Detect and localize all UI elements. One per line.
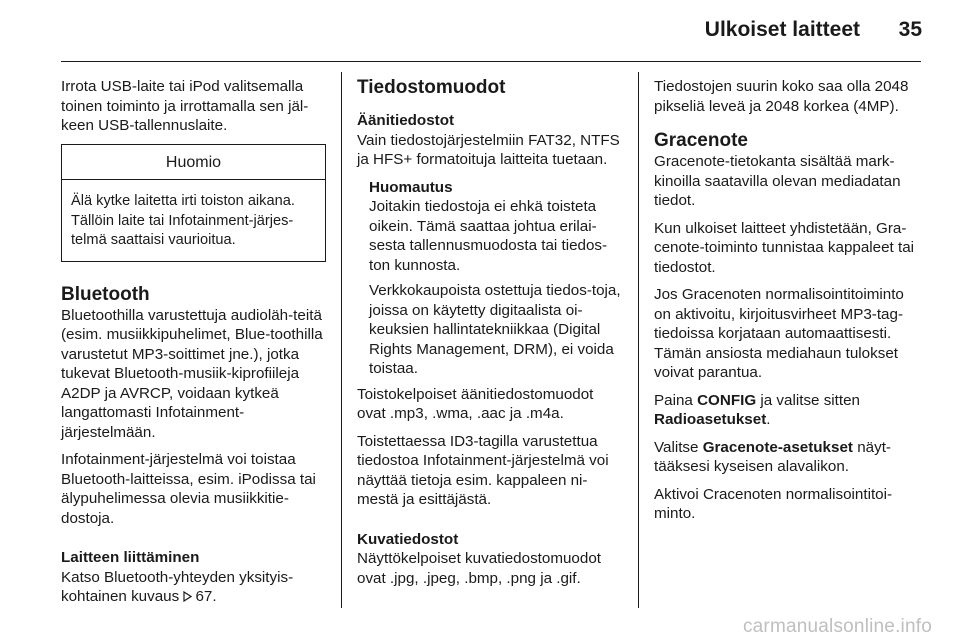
header-divider: [61, 61, 921, 62]
page-title: Ulkoiset laitteet: [704, 18, 860, 41]
notice-block: [369, 178, 625, 379]
gracenote-paragraph-1: Gracenote-tietokanta sisältää mark-kinoilla saatavilla olevan mediadatan tiedot.: [654, 153, 901, 209]
bluetooth-paragraph-1: Bluetoothilla varustettuja audioläh-teitä (esim. musiikkipuhelimet, Blue-toothilla varustetut MP3-soittimet jne.), jotka tukevat Bluetooth-musiik-kiprofiileja A2DP ja AVRCP, voidaan kytkeä langattomasti Infotainment-järjestelmään.: [61, 306, 323, 441]
column-3: [654, 77, 922, 532]
connect-paragraph: [61, 568, 326, 607]
audio-paragraph-3: Toistettaessa ID3-tagilla varustettua tiedostoa Infotainment-järjestelmä voi näyttää tietoja esim. kappaleen ni-mestä ja esittäjästä.: [357, 432, 609, 508]
audio-paragraph-2: Toistokelpoiset äänitiedostomuodot ovat .mp3, .wma, .aac ja .m4a.: [357, 385, 594, 422]
gracenote-heading: Gracenote: [654, 130, 748, 151]
notice-paragraph-1: Joitakin tiedostoja ei ehkä toisteta oikein. Tämä saattaa johtua erilai-sesta tallennusmuodosta tai tiedos-ton kunnosta.: [369, 198, 608, 274]
notice-heading: Huomautus: [369, 178, 453, 196]
page-reference-icon: [183, 588, 192, 599]
bluetooth-heading: Bluetooth: [61, 283, 150, 305]
page-header: [0, 0, 960, 62]
connect-page-link[interactable]: 67.: [195, 588, 217, 605]
connect-text: Katso Bluetooth-yhteyden yksityis-kohtainen kuvaus: [61, 568, 294, 605]
bluetooth-paragraph-2: Infotainment-järjestelmä voi toistaa Bluetooth-laitteissa, esim. iPodissa tai älypuhelimessa olevia musiikkitie-dostoja.: [61, 451, 316, 527]
caution-box: [61, 144, 326, 262]
gracenote-paragraph-2: Kun ulkoiset laitteet yhdistetään, Gra-cenote-toiminto tunnistaa kappaleet tai tiedostot.: [654, 219, 915, 276]
p5-text-1: Valitse: [654, 438, 699, 456]
caution-body: Älä kytke laitetta irti toiston aikana. Tällöin laite tai Infotainment-järjes-telmä saattaisi vaurioitua.: [71, 193, 295, 248]
notice-paragraph-2: Verkkokaupoista ostettuja tiedos-toja, joissa on käytetty digitaalista oi-keuksien hallintatekniikkaa (Digital Rights Management, DRM), ei voida toistaa.: [369, 282, 621, 377]
page-number: 35: [898, 18, 922, 41]
image-files-heading: Kuvatiedostot: [357, 530, 459, 548]
gracenote-paragraph-4: [654, 391, 922, 430]
caution-title: Huomio: [62, 145, 325, 181]
column-divider-1: [341, 72, 342, 608]
audio-files-heading: Äänitiedostot: [357, 112, 455, 129]
image-paragraph-1: Näyttökelpoiset kuvatiedostomuodot ovat .jpg, .jpeg, .bmp, .png ja .gif.: [357, 550, 601, 587]
column-2: [357, 77, 625, 596]
column-1: [61, 77, 326, 615]
watermark: carmanualsonline.info: [742, 616, 932, 637]
usb-intro-paragraph: Irrota USB-laite tai iPod valitsemalla toinen toiminto ja irrottamalla sen jäl-keen USB-tallennuslaite.: [61, 78, 309, 134]
p4-text-3: .: [766, 411, 771, 428]
p4-text-1: Paina: [654, 391, 693, 409]
audio-paragraph-1: Vain tiedostojärjestelmiin FAT32, NTFS ja HFS+ formatoituja laitteita tuetaan.: [357, 131, 620, 168]
gracenote-paragraph-5: [654, 438, 922, 477]
config-button-label: CONFIG: [697, 391, 757, 409]
column-divider-2: [638, 72, 639, 608]
connect-heading: Laitteen liittäminen: [61, 549, 200, 566]
image-size-paragraph: Tiedostojen suurin koko saa olla 2048 pikseliä leveä ja 2048 korkea (4MP).: [654, 78, 909, 115]
gracenote-paragraph-6: Aktivoi Cracenoten normalisointitoi-minto.: [654, 485, 893, 522]
p5-text-2: näyt-tääksesi kyseisen alavalikon.: [654, 438, 891, 475]
gracenote-paragraph-3: Jos Gracenoten normalisointitoiminto on aktivoitu, kirjoitusvirheet MP3-tag-tiedoissa korjataan automaattisesti. Tämän ansiosta mediahaun tulokset voivat parantua.: [654, 286, 904, 381]
gracenote-settings-label: Gracenote-asetukset: [702, 438, 853, 456]
p4-text-2: ja valitse sitten: [760, 391, 860, 409]
radio-settings-label: Radioasetukset: [654, 411, 767, 428]
file-formats-heading: Tiedostomuodot: [357, 77, 506, 98]
